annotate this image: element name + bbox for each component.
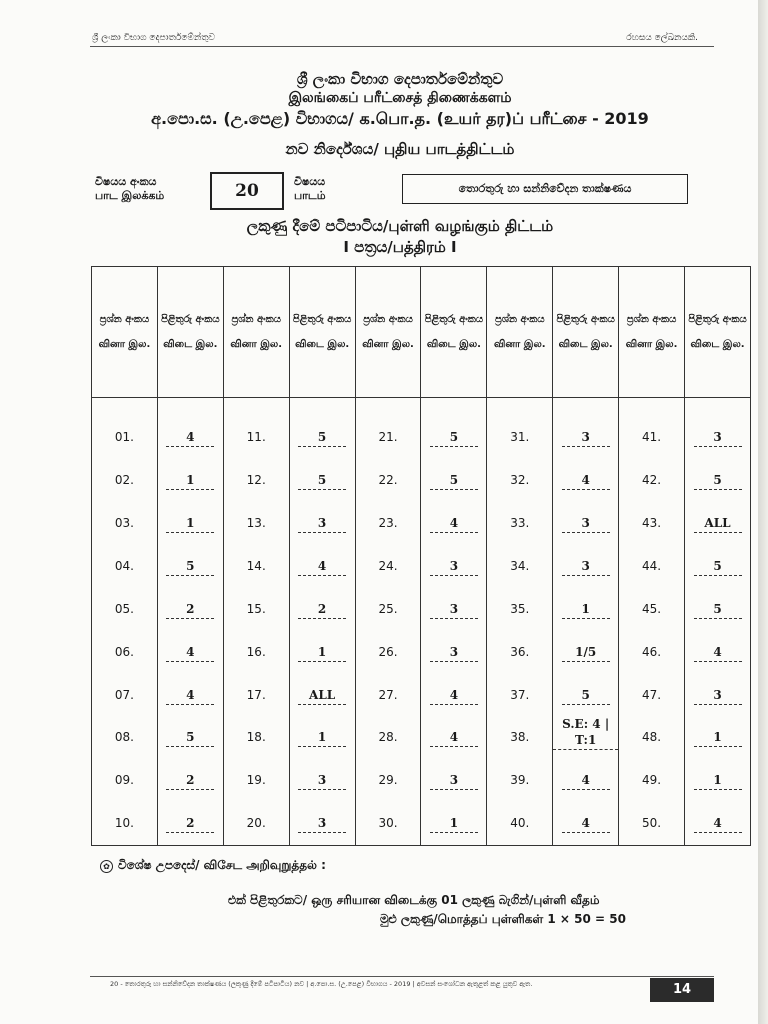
answer-value: 2 [166, 772, 214, 790]
answer-cell [421, 588, 487, 631]
answer-value: 1 [298, 729, 346, 747]
answer-cell [157, 759, 223, 802]
answer-table [91, 266, 751, 846]
footer-rule [90, 976, 714, 977]
answer-cell [289, 716, 355, 759]
answer-cell [157, 802, 223, 845]
question-number [92, 588, 158, 631]
answer-cell [421, 502, 487, 545]
question-number-header [619, 267, 685, 398]
header-label-sinhala: පිළිතුරු අංකය [424, 314, 484, 325]
question-number-text: 40. [510, 816, 530, 831]
answer-value: 5 [166, 729, 214, 747]
answer-value: 4 [562, 815, 610, 833]
department-title-tamil: இலங்கைப் பரீட்சைத் திணைக்களம் [288, 90, 512, 106]
answer-cell [289, 759, 355, 802]
question-number-text: 38. [510, 730, 530, 745]
question-number [619, 398, 685, 460]
answer-cell [685, 631, 751, 674]
header-label-sinhala: ප්‍රශ්න අංකය [626, 314, 677, 325]
answer-cell [421, 759, 487, 802]
answer-cell [157, 545, 223, 588]
answer-value: 3 [430, 558, 478, 576]
total-marks-note: මුළු ලකුණු/மொத்தப் புள்ளிகள் 1 × 50 = 50 [380, 912, 626, 926]
answer-cell [289, 631, 355, 674]
answer-value: 3 [298, 815, 346, 833]
question-number-text: 06. [114, 644, 134, 659]
header-label-tamil: வினா இல. [98, 339, 151, 350]
table-row [92, 545, 751, 588]
question-number-text: 32. [510, 473, 530, 488]
header-label-sinhala: පිළිතුරු අංකය [292, 314, 352, 325]
question-number [223, 759, 289, 802]
header-label-tamil: விடை இல. [690, 339, 745, 350]
header-label-tamil: வினா இல. [493, 339, 546, 350]
answer-cell [157, 588, 223, 631]
answer-cell [553, 398, 619, 460]
answer-cell [553, 674, 619, 717]
answer-number-header [685, 267, 751, 398]
question-number-text: 20. [246, 816, 266, 831]
answer-cell [553, 631, 619, 674]
answer-value: 5 [166, 558, 214, 576]
answer-cell [553, 588, 619, 631]
page-edge [758, 0, 768, 1024]
question-number-text: 30. [378, 816, 398, 831]
answer-value: 4 [166, 644, 214, 662]
subject-label: විෂයය பாடம் [294, 175, 326, 202]
question-number-text: 21. [378, 430, 398, 444]
answer-cell [289, 502, 355, 545]
question-number [619, 459, 685, 502]
answer-cell [553, 759, 619, 802]
page-number: 14 [650, 978, 714, 1002]
marking-scheme-title: ලකුණු දීමේ පටිපාටිය/புள்ளி வழங்கும் திட்டம் [246, 217, 554, 235]
question-number [487, 502, 553, 545]
question-number-text: 18. [246, 730, 266, 745]
answer-cell [157, 631, 223, 674]
table-row [92, 588, 751, 631]
question-number-text: 47. [642, 687, 662, 702]
answer-cell [685, 545, 751, 588]
answer-cell [289, 802, 355, 845]
answer-cell [685, 459, 751, 502]
question-number-text: 39. [510, 773, 530, 788]
question-number-text: 29. [378, 773, 398, 788]
header-label-tamil: வினா இல. [362, 339, 414, 350]
answer-value: S.E: 4 | T:1 [553, 716, 618, 750]
question-number-text: 37. [510, 687, 530, 702]
question-number [355, 459, 421, 502]
header-label-tamil: விடை இல. [295, 339, 350, 350]
answer-cell [157, 716, 223, 759]
answer-value: 1 [166, 515, 214, 533]
answer-cell [421, 631, 487, 674]
footer-text: 20 - තොරතුරු හා සන්නිවේදන තාක්ෂණය (ලකුණු දීමේ පටිපාටිය) නව | අ.පො.ස. (උ.පෙළ) විභාගය - 2019 | අවසන් සංශෝධන ඇතුළත් කළ යුතුව ඇත. [110, 980, 533, 988]
question-number [223, 502, 289, 545]
answer-value: 3 [298, 515, 346, 533]
question-number-text: 11. [246, 430, 266, 444]
question-number-text: 23. [378, 516, 398, 531]
table-row [92, 802, 751, 845]
question-number-text: 22. [378, 473, 398, 488]
table-header-row [92, 267, 751, 398]
question-number-text: 43. [642, 516, 662, 531]
table-row [92, 502, 751, 545]
question-number [92, 459, 158, 502]
question-number [619, 631, 685, 674]
answer-number-header [553, 267, 619, 398]
question-number-text: 08. [114, 730, 134, 745]
question-number-header [355, 267, 421, 398]
answer-value: 2 [166, 601, 214, 619]
department-title-sinhala: ශ්‍රී ලංකා විභාග දෙපාර්තමේන්තුව [296, 70, 504, 88]
answer-cell [157, 398, 223, 460]
question-number-text: 05. [114, 601, 134, 616]
answer-value: 1 [562, 601, 610, 619]
answer-cell [289, 674, 355, 717]
question-number-text: 15. [246, 601, 266, 616]
answer-value: 2 [166, 815, 214, 833]
question-number [355, 398, 421, 460]
answer-cell [685, 502, 751, 545]
answer-cell [157, 459, 223, 502]
answer-value: 1 [694, 729, 742, 747]
paper-title: I පත්‍රය/பத்திரம் I [343, 238, 457, 256]
answer-value: 4 [430, 729, 478, 747]
question-number [355, 588, 421, 631]
question-number [355, 802, 421, 845]
header-label-tamil: விடை இல. [558, 339, 613, 350]
question-number [223, 674, 289, 717]
question-number [92, 631, 158, 674]
question-number-header [487, 267, 553, 398]
question-number-text: 02. [114, 473, 134, 488]
answer-value: 5 [298, 429, 346, 447]
answer-value: 4 [166, 429, 214, 447]
question-number-text: 04. [114, 558, 134, 573]
answer-cell [553, 802, 619, 845]
question-number [355, 716, 421, 759]
answer-cell [421, 398, 487, 460]
answer-cell [421, 545, 487, 588]
header-rule [90, 46, 714, 47]
answer-value: 1 [298, 644, 346, 662]
question-number-text: 35. [510, 601, 530, 616]
question-number-text: 31. [510, 430, 530, 444]
answer-value: 4 [166, 687, 214, 705]
answer-value: 4 [694, 815, 742, 833]
question-number [92, 502, 158, 545]
answer-value: 5 [298, 472, 346, 490]
answer-value: 1/5 [562, 644, 610, 662]
exam-title: අ.පො.ස. (උ.පෙළ) විභාගය/ க.பொ.த. (உயர் தர)ப் பரீட்சை - 2019 [151, 109, 649, 128]
question-number-text: 46. [642, 644, 662, 659]
question-number [223, 588, 289, 631]
question-number [619, 674, 685, 717]
answer-value: 4 [694, 644, 742, 662]
question-number-header [223, 267, 289, 398]
question-number [619, 759, 685, 802]
answer-value: 3 [430, 772, 478, 790]
question-number-text: 41. [642, 430, 662, 444]
table-row [92, 398, 751, 460]
question-number-text: 13. [246, 516, 266, 531]
running-header-left: ශ්‍රී ලංකා විභාග දෙපාර්තමේන්තුව [92, 33, 216, 43]
answer-cell [157, 502, 223, 545]
header-label-sinhala: ප්‍රශ්න අංකය [99, 314, 150, 325]
question-number [355, 674, 421, 717]
question-number [619, 502, 685, 545]
question-number [487, 459, 553, 502]
table-row [92, 459, 751, 502]
question-number-text: 03. [114, 516, 134, 531]
answer-value: 4 [562, 472, 610, 490]
question-number-text: 25. [378, 601, 398, 616]
question-number [355, 545, 421, 588]
answer-cell [685, 674, 751, 717]
special-instructions-label: ✿ විශේෂ උපදෙස්/ விசேட அறிவுறுத்தல் : [100, 858, 326, 874]
answer-value: 4 [562, 772, 610, 790]
table-row [92, 716, 751, 759]
question-number-header [92, 267, 158, 398]
answer-cell [553, 716, 619, 759]
answer-cell [685, 802, 751, 845]
question-number [223, 398, 289, 460]
question-number [487, 802, 553, 845]
answer-cell [289, 588, 355, 631]
question-number-text: 45. [642, 601, 662, 616]
question-number [223, 716, 289, 759]
question-number-text: 28. [378, 730, 398, 745]
answer-value: 5 [694, 472, 742, 490]
answer-value: 3 [694, 429, 742, 447]
header-label-tamil: வினா இல. [625, 339, 678, 350]
syllabus-title: නව නිර්දේශය/ புதிய பாடத்திட்டம் [285, 140, 515, 158]
question-number [355, 502, 421, 545]
answer-value: 4 [430, 687, 478, 705]
question-number [619, 588, 685, 631]
answer-cell [685, 588, 751, 631]
question-number [487, 674, 553, 717]
question-number [487, 545, 553, 588]
answer-value: 4 [298, 558, 346, 576]
question-number-text: 14. [246, 558, 266, 573]
question-number [92, 802, 158, 845]
answer-value: 3 [430, 644, 478, 662]
answer-value: 3 [562, 429, 610, 447]
answer-value: 3 [298, 772, 346, 790]
header-label-sinhala: ප්‍රශ්න අංකය [231, 314, 281, 325]
question-number-text: 42. [642, 473, 662, 488]
question-number-text: 36. [510, 644, 530, 659]
table-row [92, 674, 751, 717]
answer-cell [553, 545, 619, 588]
answer-cell [553, 459, 619, 502]
question-number-text: 34. [510, 558, 530, 573]
answer-value: 5 [430, 472, 478, 490]
question-number [92, 545, 158, 588]
answer-cell [289, 545, 355, 588]
answer-number-header [289, 267, 355, 398]
star-icon: ✿ [100, 860, 113, 873]
answer-value: 5 [562, 687, 610, 705]
question-number-text: 24. [378, 558, 398, 573]
per-answer-note: එක් පිළිතුරකට/ ஒரு சரியான விடைக்கு 01 ලකුණු බැගින්/புள்ளி வீதம் [228, 893, 600, 907]
answer-value: 3 [694, 687, 742, 705]
answer-cell [685, 398, 751, 460]
answer-cell [421, 802, 487, 845]
question-number-text: 19. [246, 773, 266, 788]
question-number [355, 759, 421, 802]
question-number-text: 33. [510, 516, 530, 531]
question-number [619, 545, 685, 588]
question-number-text: 12. [246, 473, 266, 488]
question-number-text: 48. [642, 730, 662, 745]
answer-cell [421, 459, 487, 502]
header-label-tamil: விடை இல. [426, 339, 481, 350]
answer-cell [685, 716, 751, 759]
answer-value: 3 [562, 515, 610, 533]
question-number [92, 759, 158, 802]
question-number-text: 27. [378, 687, 398, 702]
answer-value: 1 [694, 772, 742, 790]
answer-cell [289, 398, 355, 460]
answer-value: ALL [298, 687, 346, 705]
table-row [92, 759, 751, 802]
question-number [223, 545, 289, 588]
header-label-sinhala: පිළිතුරු අංකය [688, 314, 747, 325]
answer-cell [421, 674, 487, 717]
answer-cell [553, 502, 619, 545]
subject-number-box: 20 [210, 172, 284, 210]
answer-cell [157, 674, 223, 717]
answer-cell [685, 759, 751, 802]
answer-value: ALL [694, 515, 742, 533]
answer-value: 1 [166, 472, 214, 490]
header-label-sinhala: පිළිතුරු අංකය [556, 314, 615, 325]
question-number [92, 674, 158, 717]
question-number-text: 09. [114, 773, 134, 788]
header-label-sinhala: ප්‍රශ්න අංකය [363, 314, 413, 325]
question-number [487, 716, 553, 759]
answer-value: 1 [430, 815, 478, 833]
question-number [92, 398, 158, 460]
answer-value: 3 [562, 558, 610, 576]
question-number [487, 588, 553, 631]
header-label-sinhala: ප්‍රශ්න අංකය [495, 314, 545, 325]
question-number-text: 49. [642, 773, 662, 788]
question-number-text: 17. [246, 687, 266, 702]
question-number [92, 716, 158, 759]
answer-value: 5 [430, 429, 478, 447]
answer-value: 3 [430, 601, 478, 619]
question-number-text: 44. [642, 558, 662, 573]
question-number-text: 26. [378, 644, 398, 659]
question-number-text: 01. [114, 430, 134, 444]
question-number [487, 759, 553, 802]
header-label-tamil: வினா இல. [230, 339, 283, 350]
answer-value: 4 [430, 515, 478, 533]
question-number [487, 631, 553, 674]
question-number [223, 631, 289, 674]
question-number [487, 398, 553, 460]
question-number [619, 802, 685, 845]
answer-value: 5 [694, 601, 742, 619]
subject-name-box: තොරතුරු හා සන්නිවේදන තාක්ෂණය [402, 174, 688, 204]
question-number [355, 631, 421, 674]
question-number [619, 716, 685, 759]
header-label-sinhala: පිළිතුරු අංකය [161, 314, 220, 325]
answer-cell [421, 716, 487, 759]
table-row [92, 631, 751, 674]
question-number-text: 07. [114, 687, 134, 702]
question-number [223, 802, 289, 845]
running-header-right: රහසය ලේඛනයකි. [626, 33, 698, 43]
answer-value: 5 [694, 558, 742, 576]
subject-number-label: විෂයය අංකය பாட இலக்கம் [95, 175, 165, 202]
question-number-text: 16. [246, 644, 266, 659]
question-number-text: 10. [114, 816, 134, 831]
answer-number-header [421, 267, 487, 398]
answer-cell [289, 459, 355, 502]
answer-value: 2 [298, 601, 346, 619]
header-label-tamil: விடை இல. [163, 339, 218, 350]
question-number [223, 459, 289, 502]
question-number-text: 50. [642, 816, 662, 831]
answer-number-header [157, 267, 223, 398]
